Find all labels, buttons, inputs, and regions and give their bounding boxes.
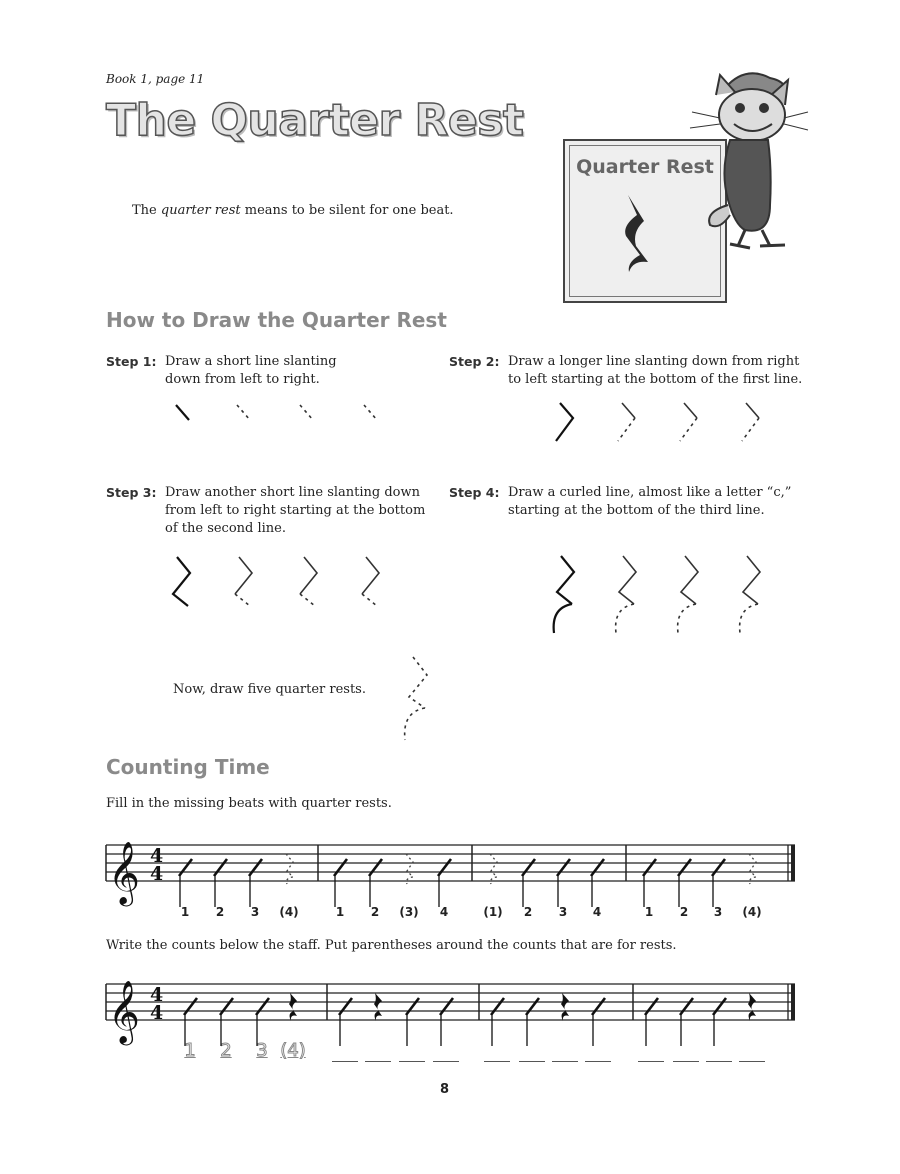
- step-4-trace-strokes: [616, 556, 760, 633]
- slash-notehead: [491, 998, 504, 1015]
- step-3-line-3: of the second line.: [165, 521, 287, 536]
- quarter-rest-icon: [289, 993, 297, 1021]
- count-label: (4): [279, 905, 299, 919]
- time-signature-bottom: 4: [150, 1002, 164, 1024]
- slash-notehead: [591, 859, 604, 876]
- practice-text: Now, draw five quarter rests.: [173, 682, 366, 697]
- source-reference: Book 1, page 11: [106, 72, 205, 86]
- slash-notehead: [369, 859, 382, 876]
- slash-notehead: [680, 998, 693, 1015]
- step-4-label: Step 4:: [449, 485, 500, 500]
- quarter-rest-icon: [748, 993, 756, 1021]
- treble-clef-icon: 𝄞: [108, 841, 140, 904]
- count-label: 2: [215, 905, 225, 919]
- slash-notehead: [214, 859, 227, 876]
- cat-illustration-icon: [690, 73, 808, 248]
- traced-count: (4): [280, 1040, 306, 1061]
- step-3-line-2: from left to right starting at the bottom: [165, 503, 426, 518]
- time-signature-top: 4: [150, 984, 164, 1006]
- intro-before: The: [132, 203, 161, 218]
- step-1-trace-strokes: [237, 405, 377, 420]
- count-label: 3: [250, 905, 260, 919]
- instruction-2: Write the counts below the staff. Put parentheses around the counts that are for rests.: [106, 938, 677, 953]
- draw-heading: How to Draw the Quarter Rest: [106, 308, 447, 332]
- count-label: 4: [592, 905, 602, 919]
- slash-notehead: [526, 998, 539, 1015]
- step-1-line-1: Draw a short line slanting: [165, 354, 337, 369]
- step-3-label: Step 3:: [106, 485, 157, 500]
- count-label: 2: [679, 905, 689, 919]
- step-2-line-2: to left starting at the bottom of the first line.: [508, 372, 803, 387]
- intro-after: means to be silent for one beat.: [240, 203, 454, 218]
- count-label: 3: [713, 905, 723, 919]
- treble-clef-icon: 𝄞: [108, 980, 140, 1043]
- slash-notehead: [713, 998, 726, 1015]
- slash-notehead: [643, 859, 656, 876]
- traced-count: 3: [256, 1040, 268, 1061]
- quarter-rest-icon: [561, 993, 569, 1021]
- count-label: 2: [523, 905, 533, 919]
- slash-notehead: [522, 859, 535, 876]
- step-4-demo-stroke: [554, 556, 574, 633]
- count-label: 4: [439, 905, 449, 919]
- quarter-rest-icon: [625, 195, 648, 272]
- slash-notehead: [256, 998, 269, 1015]
- traced-count: 1: [184, 1040, 196, 1061]
- count-label: (4): [742, 905, 762, 919]
- slash-notehead: [179, 859, 192, 876]
- step-3-line-1: Draw another short line slanting down: [165, 485, 420, 500]
- slash-notehead: [184, 998, 197, 1015]
- step-1-label: Step 1:: [106, 354, 157, 369]
- slash-notehead: [339, 998, 352, 1015]
- traced-rest-icon: [406, 854, 413, 884]
- instruction-1: Fill in the missing beats with quarter rests.: [106, 796, 392, 811]
- slash-notehead: [406, 998, 419, 1015]
- count-label: 1: [180, 905, 190, 919]
- slash-notehead: [220, 998, 233, 1015]
- slash-notehead: [645, 998, 658, 1015]
- count-label: 2: [370, 905, 380, 919]
- count-label: 1: [644, 905, 654, 919]
- traced-count: 2: [220, 1040, 232, 1061]
- step-2-demo-stroke: [556, 403, 573, 441]
- page-title: The Quarter Rest: [106, 95, 524, 146]
- traced-rest-icon: [490, 854, 497, 884]
- count-label: (3): [399, 905, 419, 919]
- step-4-line-1: Draw a curled line, almost like a letter “c,”: [508, 485, 792, 500]
- slash-notehead: [592, 998, 605, 1015]
- step-2-line-1: Draw a longer line slanting down from right: [508, 354, 800, 369]
- step-3-trace-strokes: [235, 557, 379, 606]
- traced-rest-icon: [286, 854, 293, 884]
- step-3-demo-stroke: [173, 557, 190, 606]
- step-4-line-2: starting at the bottom of the third line.: [508, 503, 765, 518]
- count-label: (1): [483, 905, 503, 919]
- slash-notehead: [438, 859, 451, 876]
- counting-heading: Counting Time: [106, 755, 270, 779]
- practice-trace-rest: [405, 657, 427, 740]
- box-title: Quarter Rest: [576, 156, 714, 178]
- intro-term: quarter rest: [160, 203, 241, 218]
- count-label: 1: [335, 905, 345, 919]
- staff-1: [106, 841, 795, 907]
- time-signature-bottom: 4: [150, 863, 164, 885]
- step-2-trace-strokes: [618, 403, 759, 441]
- quarter-rest-icon: [374, 993, 382, 1021]
- slash-notehead: [440, 998, 453, 1015]
- page-number: 8: [440, 1082, 450, 1097]
- slash-notehead: [334, 859, 347, 876]
- slash-notehead: [249, 859, 262, 876]
- slash-notehead: [712, 859, 725, 876]
- staff-2: [106, 980, 795, 1046]
- step-1-demo-stroke: [176, 405, 189, 420]
- time-signature-top: 4: [150, 845, 164, 867]
- step-1-line-2: down from left to right.: [165, 372, 320, 387]
- slash-notehead: [557, 859, 570, 876]
- traced-rest-icon: [749, 854, 756, 884]
- slash-notehead: [678, 859, 691, 876]
- step-2-label: Step 2:: [449, 354, 500, 369]
- count-label: 3: [558, 905, 568, 919]
